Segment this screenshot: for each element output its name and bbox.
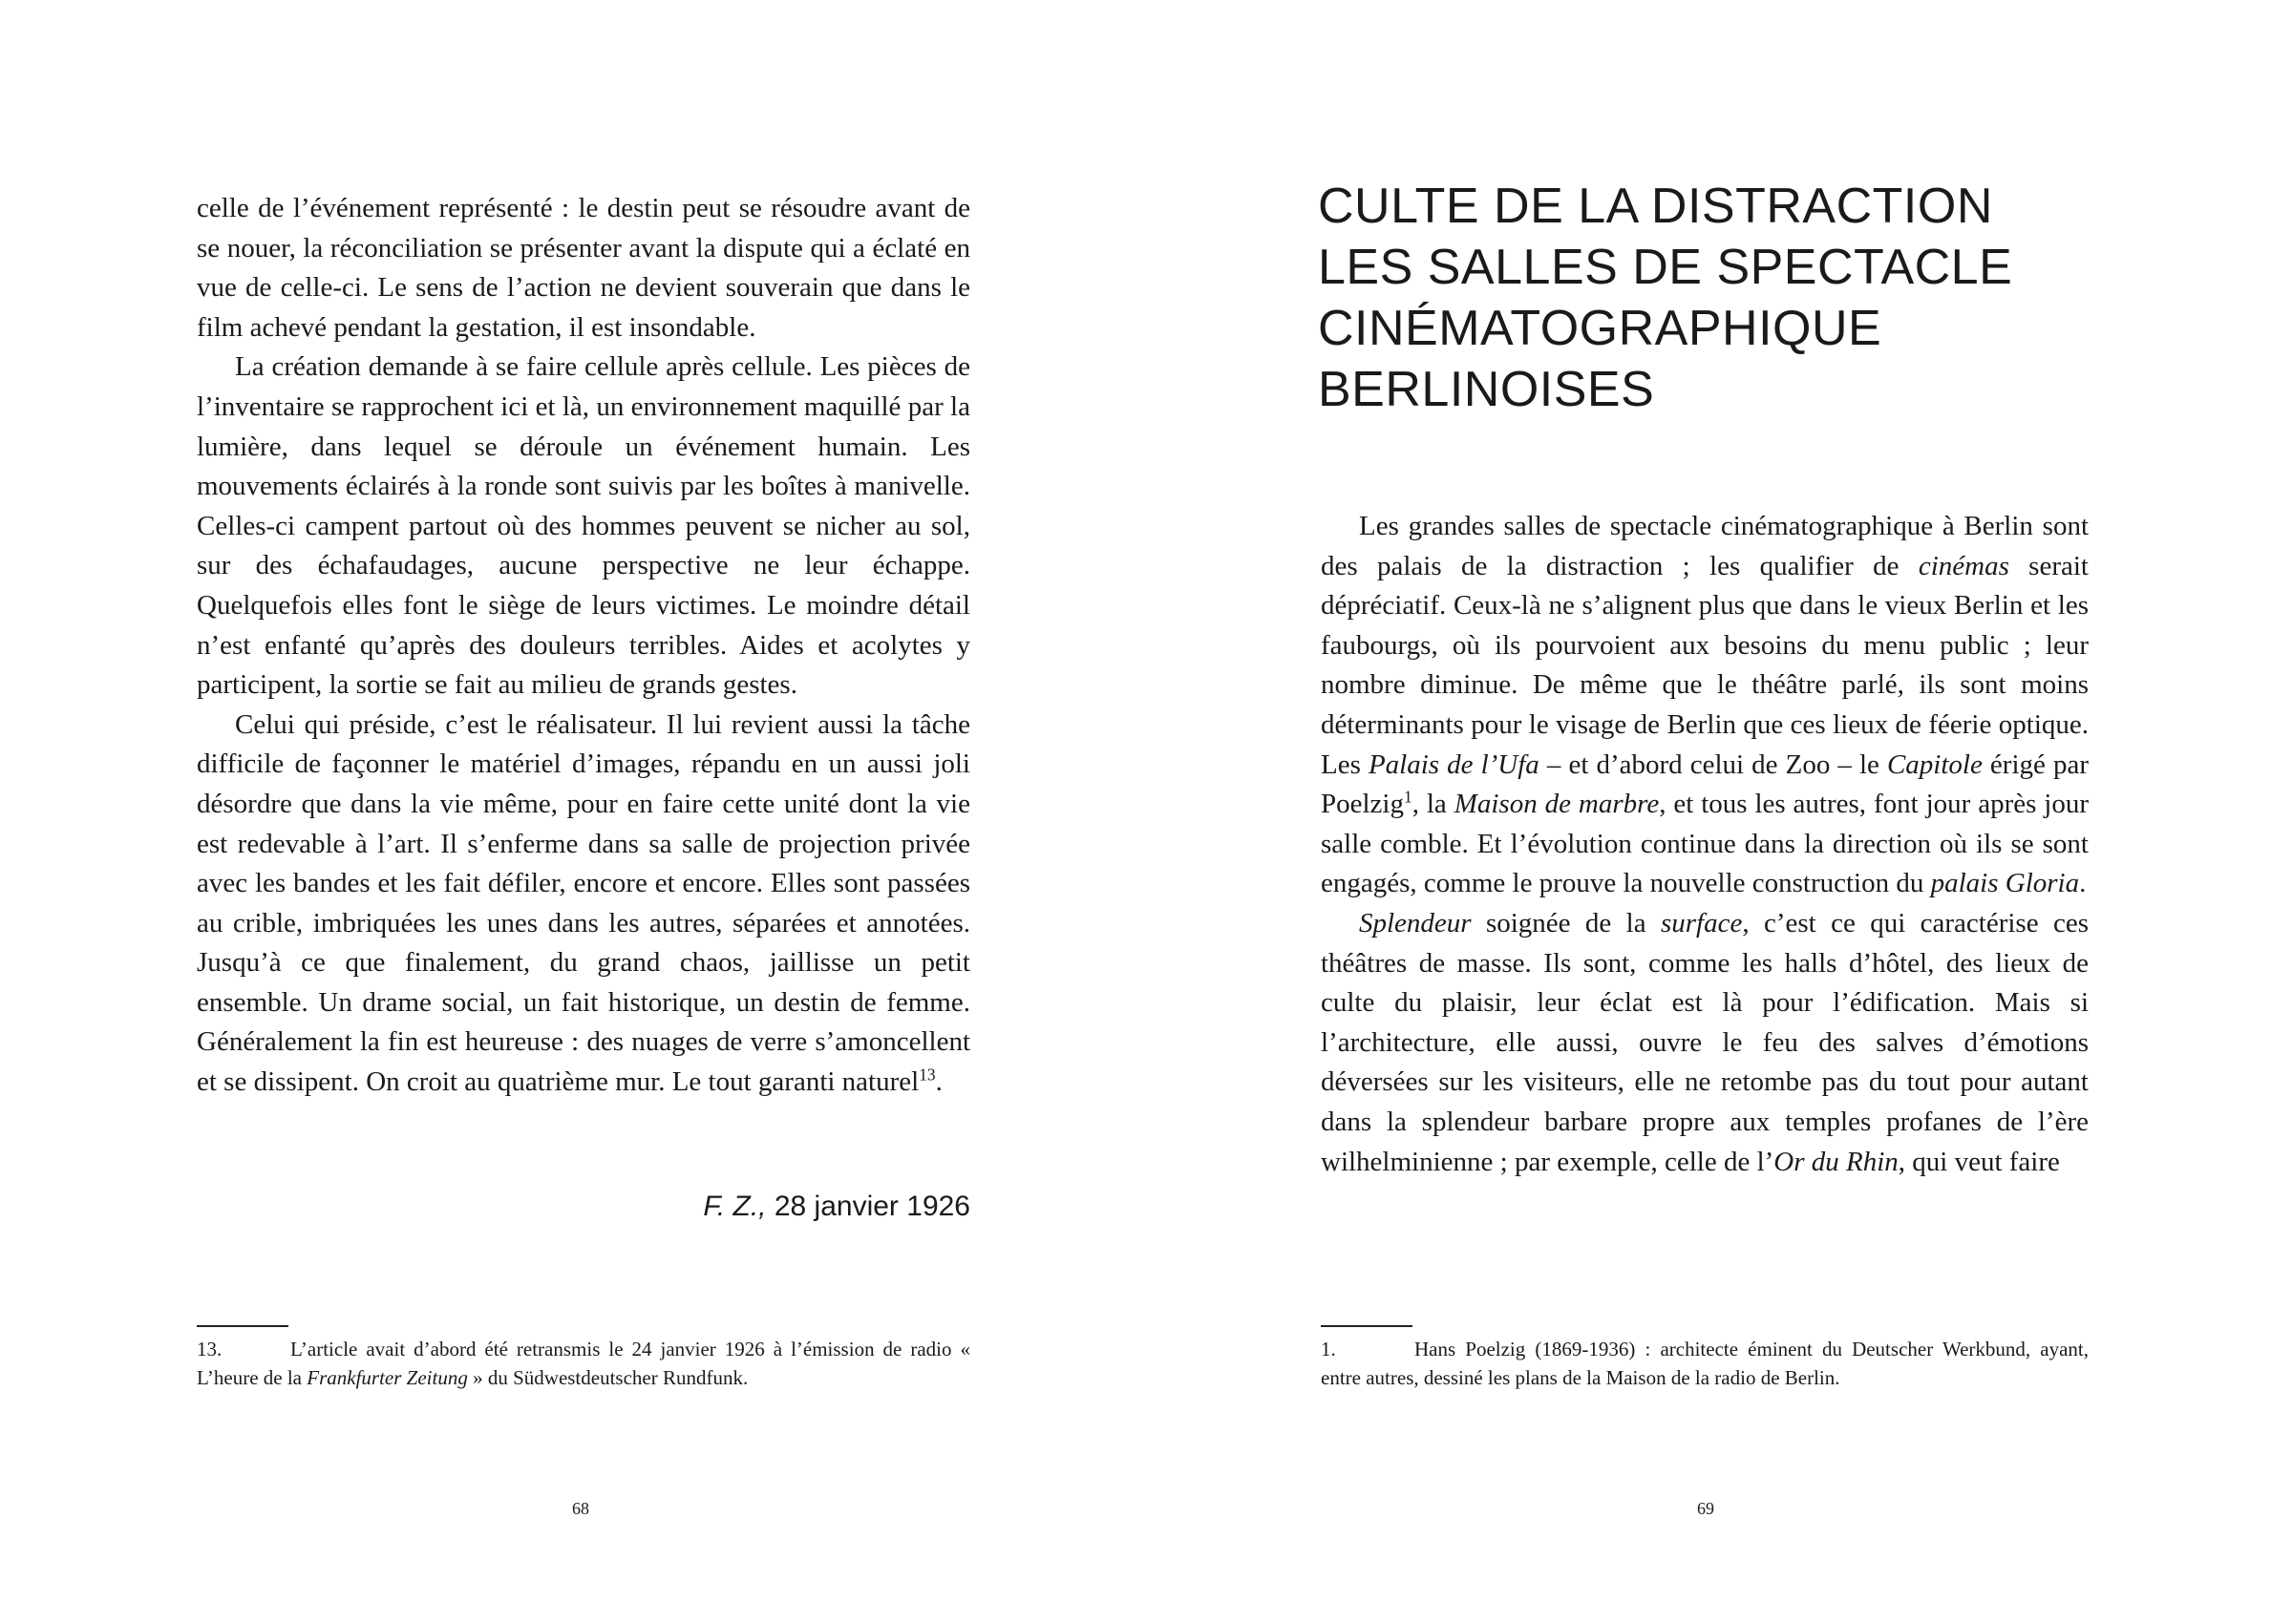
footnote-ref-13[interactable]: 13 (919, 1065, 936, 1085)
right-paragraph-2: Splendeur soignée de la surface, c’est ce qui caractérise ces théâtres de masse. Ils sont, comme les halls d’hôtel, des lieux de culte du plaisir, leur éclat est là pour l’édification. Mais si l’architecture, elle aussi, ouvre le feu des salves d’émotions déversées sur les visiteurs, elle ne retombe pas du tout pour autant dans la splendeur barbare propre aux temples profanes de l’ère wilhelminienne ; par exemple, celle de l’Or du Rhin, qui veut faire (1321, 907, 2089, 1177)
footnote-ref-1[interactable]: 1 (1404, 787, 1412, 807)
footnote-13: 13. L’article avait d’abord été retransmis le 24 janvier 1926 à l’émission de radio « L’heure de la Frankfurter Zeitung » du Südwestdeutscher Rundfunk. (197, 1335, 970, 1392)
footnote-number: 1. (1321, 1338, 1336, 1360)
chapter-title (1318, 176, 2101, 420)
signature-abbreviation: F. Z., (703, 1191, 767, 1222)
signature-date: 28 janvier 1926 (774, 1191, 970, 1222)
left-body-text (197, 189, 970, 1103)
right-page (1136, 0, 2271, 1624)
title-line: LES SALLES DE SPECTACLE (1318, 240, 2013, 295)
left-paragraph-3: Celui qui préside, c’est le réalisateur. Il lui revient aussi la tâche difficile de façonner le matériel d’images, répandu en un aussi joli désordre que dans la vie même, pour en faire cette unité dont la vie est redevable à l’art. Il s’enferme dans sa salle de projection privée avec les bandes et les fait défiler, encore et encore. Elles sont passées au crible, imbriquées les unes dans les autres, séparées et annotées. Jusqu’à ce que finalement, du grand chaos, jaillisse un petit ensemble. Un drame social, un fait historique, un destin de femme. Généralement la fin est heureuse : des nuages de verre s’amoncellent et se dissipent. On croit au quatrième mur. Le tout garanti naturel$^{13}$. (197, 708, 970, 1098)
title-line: BERLINOISES (1318, 362, 1655, 417)
right-body-text (1321, 507, 2089, 1182)
right-paragraph-1: Les grandes salles de spectacle cinématographique à Berlin sont des palais de la distraction ; les qualifier de cinémas serait dépréciatif. Ceux-là ne s’alignent plus que dans le vieux Berlin et les faubourgs, où ils pourvoient aux besoins du menu public ; leur nombre diminue. De même que le théâtre parlé, ils sont moins déterminants pour le visage de Berlin que ces lieux de féerie optique. Les Palais de l’Ufa – et d’abord celui de Zoo – le Capitole érigé par Poelzig$^1$, la Maison de marbre, et tous les autres, font jour après jour salle comble. Et l’évolution continue dans la direction où ils se sont engagés, comme le prouve la nouvelle construction du palais Gloria. (1321, 511, 2090, 899)
footnote-number: 13. (197, 1338, 223, 1360)
footnote-divider (197, 1325, 288, 1327)
left-paragraph-1: celle de l’événement représenté : le destin peut se résoudre avant de se nouer, la réconciliation se présenter avant la dispute qui a éclaté en vue de celle-ci. Le sens de l’action ne devient souverain que dans le film achevé pendant la gestation, il est insondable. (197, 193, 970, 343)
left-paragraph-2: La création demande à se faire cellule après cellule. Les pièces de l’inventaire se rapprochent ici et là, un environnement maquillé par la lumière, dans lequel se déroule un événement humain. Les mouvements éclairés à la ronde sont suivis par les boîtes à manivelle. Celles-ci campent partout où des hommes peuvent se nicher au sol, sur des échafaudages, aucune perspective ne leur échappe. Quelquefois elles font le siège de leurs victimes. Le moindre détail n’est enfanté qu’après des douleurs terribles. Aides et acolytes y participent, la sortie se fait au milieu de grands gestes. (197, 351, 970, 701)
title-line: CULTE DE LA DISTRACTION (1318, 179, 1993, 234)
article-signature (197, 1191, 970, 1223)
page-number-left: 68 (572, 1499, 589, 1518)
footnote-1: 1. Hans Poelzig (1869-1936) : architecte éminent du Deutscher Werkbund, ayant, entre autres, dessiné les plans de la Maison de la radio de Berlin. (1321, 1335, 2089, 1392)
footnote-divider (1321, 1325, 1412, 1327)
title-line: CINÉMATOGRAPHIQUE (1318, 301, 1882, 356)
page-number-right: 69 (1697, 1499, 1714, 1518)
